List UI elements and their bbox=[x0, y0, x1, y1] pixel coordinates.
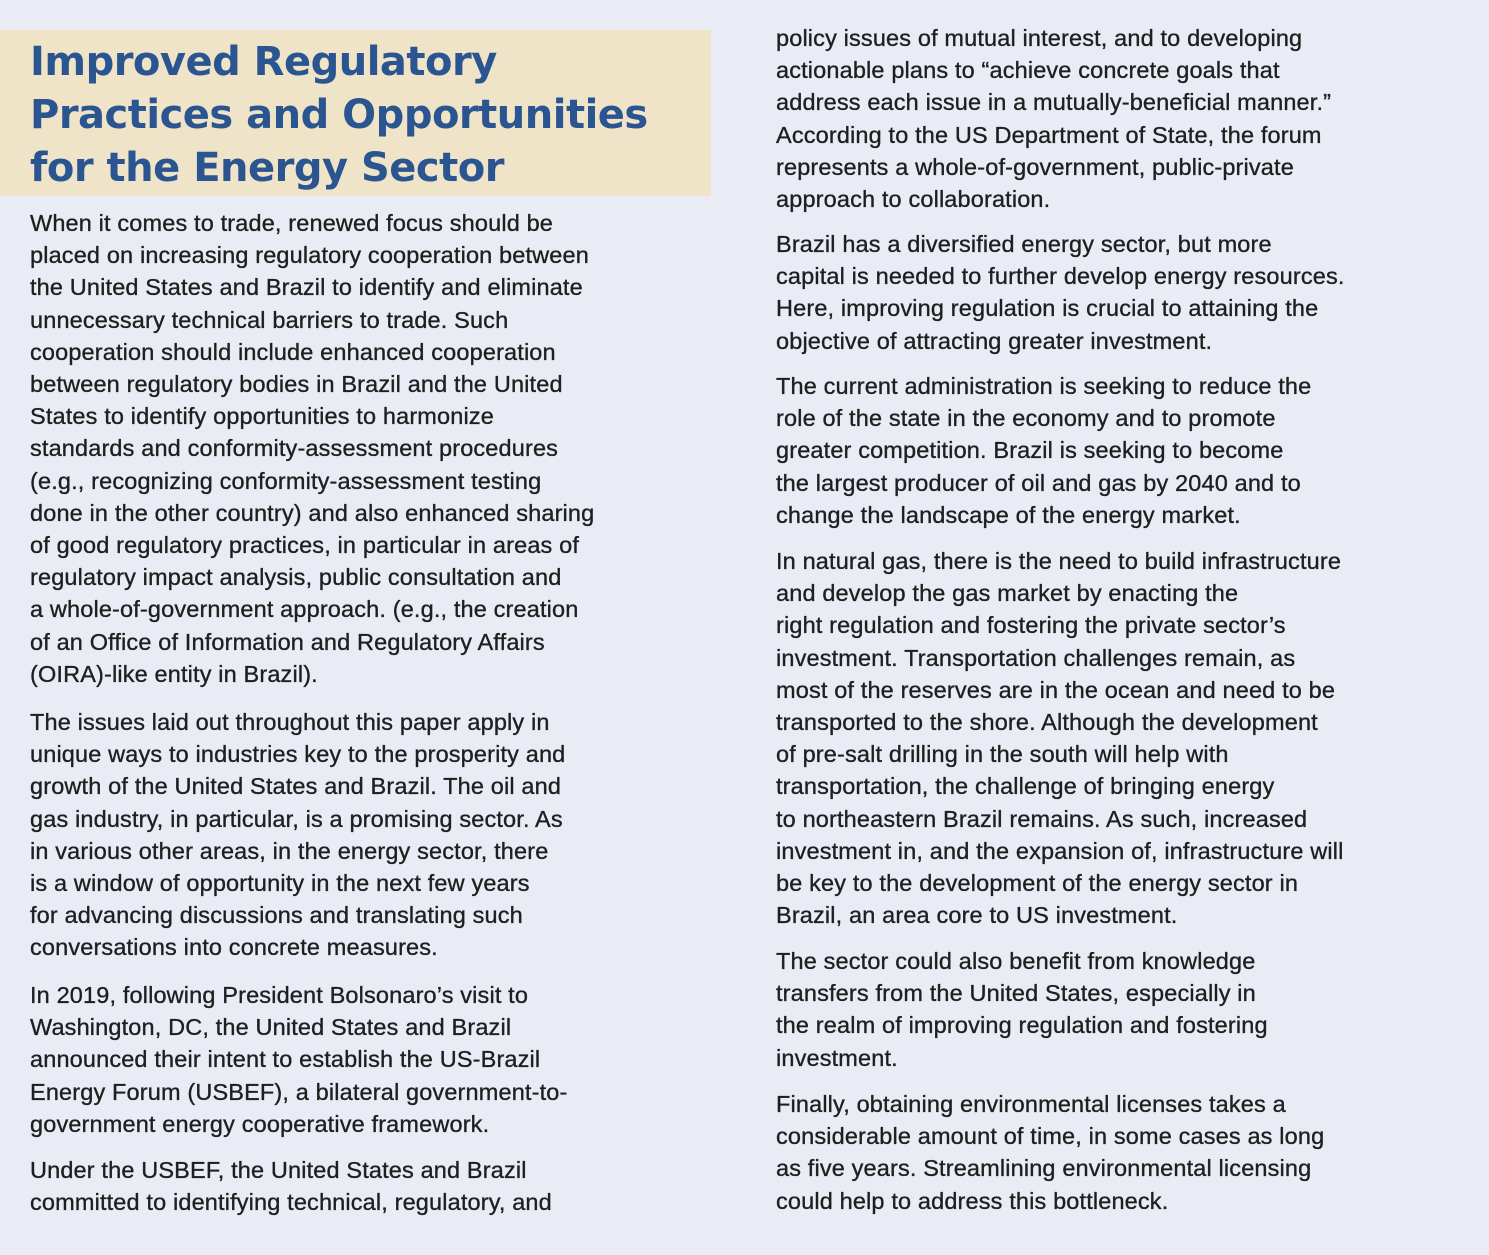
text-line: transportation, the challenge of bringing energy bbox=[776, 773, 1275, 800]
text-line: and develop the gas market by enacting the bbox=[776, 580, 1239, 607]
title-line: for the Energy Sector bbox=[30, 145, 504, 191]
text-line: committed to identifying technical, regulatory, and bbox=[30, 1189, 552, 1216]
text-line: address each issue in a mutually-beneficial manner.” bbox=[776, 89, 1332, 116]
text-line: conversations into concrete measures. bbox=[30, 934, 438, 961]
paragraph-knowledge-transfers bbox=[776, 945, 1268, 1074]
text-line: Here, improving regulation is crucial to attaining the bbox=[776, 295, 1319, 322]
text-line: right regulation and fostering the private sector’s bbox=[776, 612, 1286, 639]
text-line: Finally, obtaining environmental licenses takes a bbox=[776, 1091, 1286, 1117]
text-line: change the landscape of the energy market. bbox=[776, 501, 1241, 528]
text-line: standards and conformity-assessment procedures bbox=[30, 435, 559, 462]
text-line: as five years. Streamlining environmental licensing bbox=[776, 1155, 1312, 1182]
text-line: When it comes to trade, renewed focus should be bbox=[30, 210, 554, 236]
text-line: government energy cooperative framework. bbox=[30, 1110, 490, 1137]
text-line: (e.g., recognizing conformity-assessment testing bbox=[30, 467, 542, 494]
paragraph-regulatory-cooperation bbox=[30, 207, 594, 690]
paragraph-usbef-commitment-cont bbox=[776, 22, 1331, 215]
text-line: transported to the shore. Although the development bbox=[776, 709, 1318, 736]
text-line: considerable amount of time, in some cases as long bbox=[776, 1123, 1325, 1150]
text-line: Energy Forum (USBEF), a bilateral government-to- bbox=[30, 1078, 568, 1105]
text-line: role of the state in the economy and to promote bbox=[776, 405, 1276, 432]
text-line: for advancing discussions and translating such bbox=[30, 902, 523, 929]
text-line: Under the USBEF, the United States and Brazil bbox=[30, 1157, 527, 1183]
text-line: announced their intent to establish the US-Brazil bbox=[30, 1046, 541, 1073]
text-line: objective of attracting greater investment. bbox=[776, 327, 1213, 354]
text-line: The issues laid out throughout this paper apply in bbox=[30, 709, 550, 735]
text-line: a whole-of-government approach. (e.g., the creation bbox=[30, 596, 579, 623]
text-line: growth of the United States and Brazil. The oil and bbox=[30, 773, 562, 800]
text-line: States to identify opportunities to harmonize bbox=[30, 403, 494, 430]
text-line: represents a whole-of-government, public-private bbox=[776, 153, 1294, 180]
text-line: approach to collaboration. bbox=[776, 186, 1051, 213]
text-line: capital is needed to further develop energy resources. bbox=[776, 263, 1345, 290]
paragraph-natural-gas bbox=[776, 545, 1343, 931]
text-line: the largest producer of oil and gas by 2040 and to bbox=[776, 469, 1301, 496]
text-line: (OIRA)-like entity in Brazil). bbox=[30, 660, 318, 687]
text-line: most of the reserves are in the ocean and need to be bbox=[776, 676, 1336, 703]
text-line: unnecessary technical barriers to trade. Such bbox=[30, 306, 509, 333]
text-line: greater competition. Brazil is seeking to become bbox=[776, 437, 1284, 464]
text-line: is a window of opportunity in the next few years bbox=[30, 870, 530, 897]
text-line: According to the US Department of State, the forum bbox=[776, 121, 1322, 148]
text-line: between regulatory bodies in Brazil and the United bbox=[30, 371, 563, 398]
text-line: done in the other country) and also enhanced sharing bbox=[30, 499, 595, 526]
paragraph-industries bbox=[30, 706, 565, 964]
text-line: unique ways to industries key to the prosperity and bbox=[30, 741, 566, 768]
title-line: Improved Regulatory bbox=[30, 39, 497, 85]
text-line: gas industry, in particular, is a promising sector. As bbox=[30, 805, 563, 832]
paragraph-usbef-commitment-start bbox=[30, 1154, 552, 1218]
text-line: actionable plans to “achieve concrete goals that bbox=[776, 57, 1280, 84]
text-line: In natural gas, there is the need to build infrastructure bbox=[776, 548, 1342, 574]
text-line: policy issues of mutual interest, and to developing bbox=[776, 25, 1303, 51]
paragraph-usbef-announcement bbox=[30, 979, 567, 1140]
text-line: Brazil, an area core to US investment. bbox=[776, 902, 1178, 929]
paragraph-environmental-licenses bbox=[776, 1088, 1324, 1217]
paragraph-diversified-sector bbox=[776, 228, 1345, 357]
text-line: to northeastern Brazil remains. As such, increased bbox=[776, 805, 1308, 832]
text-line: placed on increasing regulatory cooperation between bbox=[30, 242, 589, 269]
page-title bbox=[30, 36, 648, 195]
text-line: the United States and Brazil to identify and eliminate bbox=[30, 274, 583, 301]
text-line: of an Office of Information and Regulatory Affairs bbox=[30, 628, 545, 655]
text-line: investment. Transportation challenges remain, as bbox=[776, 644, 1296, 671]
text-line: investment. bbox=[776, 1044, 898, 1071]
text-line: of good regulatory practices, in particular in areas of bbox=[30, 532, 580, 559]
text-line: could help to address this bottleneck. bbox=[776, 1187, 1169, 1214]
heading-banner bbox=[0, 30, 711, 196]
text-line: be key to the development of the energy sector in bbox=[776, 870, 1299, 897]
title-line: Practices and Opportunities bbox=[30, 92, 648, 138]
text-line: regulatory impact analysis, public consultation and bbox=[30, 564, 562, 591]
text-line: The sector could also benefit from knowledge bbox=[776, 948, 1256, 974]
text-line: Brazil has a diversified energy sector, but more bbox=[776, 231, 1272, 257]
text-line: In 2019, following President Bolsonaro’s visit to bbox=[30, 982, 529, 1008]
text-line: investment in, and the expansion of, infrastructure will bbox=[776, 837, 1344, 864]
text-line: cooperation should include enhanced cooperation bbox=[30, 338, 556, 365]
text-line: Washington, DC, the United States and Brazil bbox=[30, 1014, 512, 1041]
paragraph-current-administration bbox=[776, 370, 1311, 531]
text-line: of pre-salt drilling in the south will help with bbox=[776, 741, 1229, 768]
text-line: in various other areas, in the energy sector, there bbox=[30, 837, 549, 864]
text-line: transfers from the United States, especially in bbox=[776, 980, 1256, 1007]
text-line: The current administration is seeking to reduce the bbox=[776, 373, 1312, 399]
text-line: the realm of improving regulation and fostering bbox=[776, 1012, 1268, 1039]
